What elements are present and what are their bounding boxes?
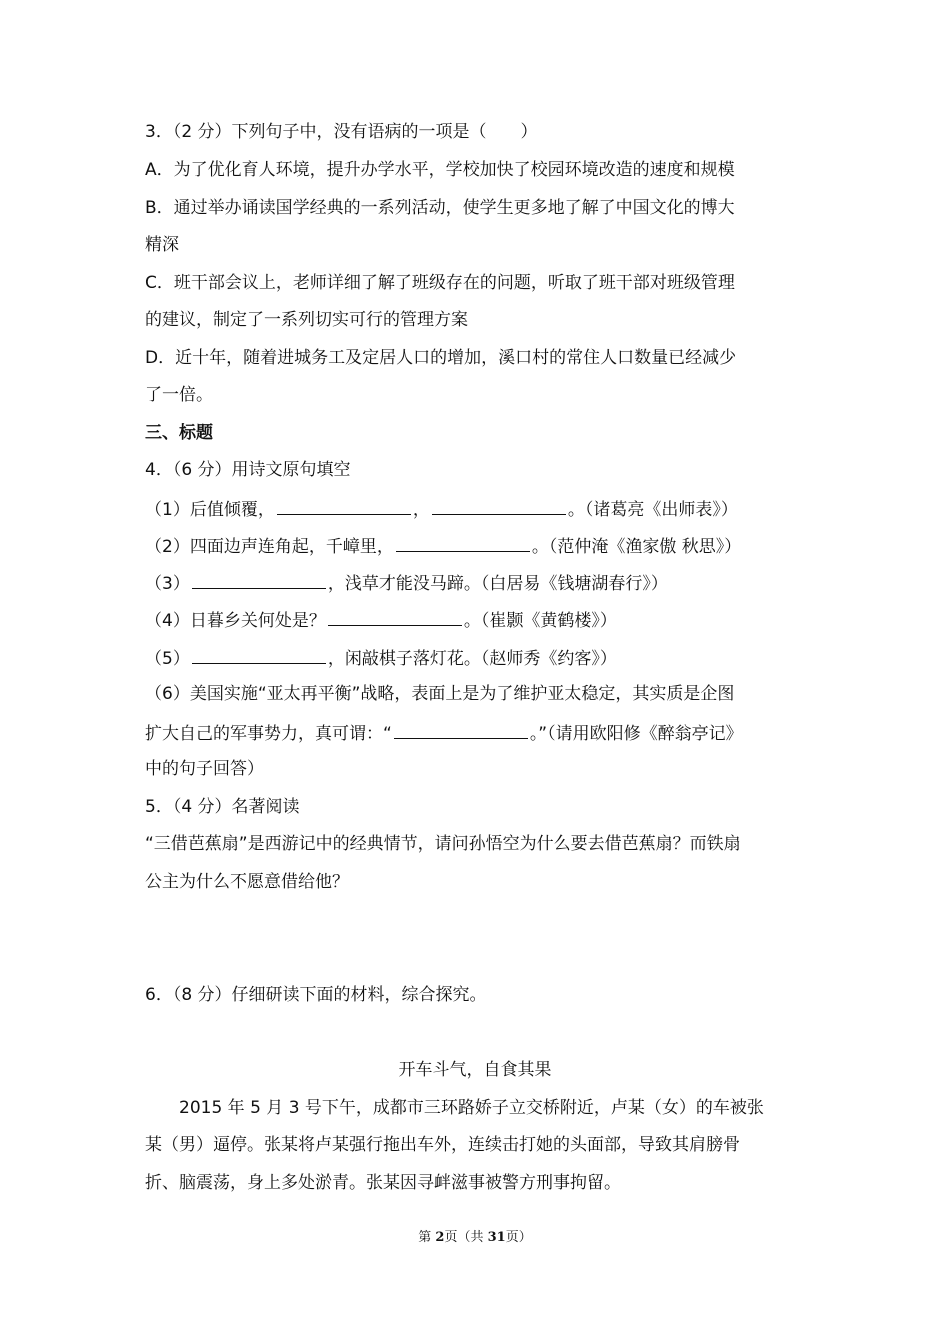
q3-stem: 3．（2 分）下列句子中，没有语病的一项是（ ）	[145, 122, 538, 142]
q4-item-5-text: ，闲敲棋子落灯花。（赵师秀《约客》）	[327, 649, 617, 669]
q4-item-4	[145, 607, 617, 633]
q4-stem: 4．（6 分）用诗文原句填空	[145, 460, 351, 480]
q4-item-1	[145, 496, 738, 522]
q4-item-2	[145, 533, 741, 559]
q4-item-2-source: 。（范仲淹《渔家傲 秋思》）	[531, 537, 742, 557]
answer-blank[interactable]	[192, 570, 326, 589]
q4-item-3-num: （3）	[145, 574, 190, 594]
answer-blank[interactable]	[396, 533, 530, 552]
q4-item-2-text: （2）四面边声连角起，千嶂里，	[145, 537, 394, 557]
q4-item-6-line3: 中的句子回答）	[145, 759, 264, 779]
material-title: 开车斗气，自食其果	[398, 1060, 552, 1080]
q3-option-d-line2: 了一倍。	[145, 385, 213, 405]
q4-item-3-text: ，浅草才能没马蹄。（白居易《钱塘湖春行》）	[327, 574, 668, 594]
q3-option-c-line2: 的建议，制定了一系列切实可行的管理方案	[145, 310, 468, 330]
footer-page-number: 2	[435, 1230, 445, 1245]
q5-stem: 5．（4 分）名著阅读	[145, 797, 300, 817]
q5-line2: 公主为什么不愿意借给他？	[145, 872, 349, 892]
q3-option-b-line2: 精深	[145, 235, 179, 255]
page-footer	[0, 1226, 950, 1245]
section-heading: 三、标题	[145, 423, 213, 443]
q3-option-a: A．为了优化育人环境，提升办学水平，学校加快了校园环境改造的速度和规模	[145, 160, 735, 180]
q4-item-5-num: （5）	[145, 649, 190, 669]
answer-blank[interactable]	[394, 720, 528, 739]
q4-item-4-source: 。（崔颢《黄鹤楼》）	[463, 611, 617, 631]
q4-item-6-line1: （6）美国实施“亚太再平衡”战略，表面上是为了维护亚太稳定，其实质是企图	[145, 684, 735, 704]
q3-option-d-line1: D．近十年，随着进城务工及定居人口的增加，溪口村的常住人口数量已经减少	[145, 348, 737, 368]
footer-pre: 第	[418, 1230, 436, 1245]
q4-item-3	[145, 570, 668, 596]
footer-mid: 页（共	[444, 1230, 488, 1245]
answer-blank[interactable]	[328, 607, 462, 626]
material-para-line1: 2015 年 5 月 3 号下午，成都市三环路娇子立交桥附近，卢某（女）的车被张	[179, 1098, 764, 1118]
answer-blank[interactable]	[432, 496, 566, 515]
footer-total-pages: 31	[487, 1230, 506, 1245]
q4-item-6-source: 。”（请用欧阳修《醉翁亭记》	[529, 724, 743, 744]
q4-item-6-line2	[145, 720, 743, 746]
material-para-line2: 某（男）逼停。张某将卢某强行拖出车外，连续击打她的头面部，导致其肩膀骨	[145, 1135, 740, 1155]
q4-item-4-text: （4）日暮乡关何处是？	[145, 611, 326, 631]
q4-item-5	[145, 645, 617, 671]
footer-post: 页）	[505, 1230, 532, 1245]
material-para-line3: 折、脑震荡，身上多处淤青。张某因寻衅滋事被警方刑事拘留。	[145, 1173, 621, 1193]
answer-blank[interactable]	[192, 645, 326, 664]
q4-item-1-sep: ，	[412, 500, 430, 520]
q6-stem: 6．（8 分）仔细研读下面的材料，综合探究。	[145, 985, 487, 1005]
q5-line1: “三借芭蕉扇”是西游记中的经典情节，请问孙悟空为什么要去借芭蕉扇？而铁扇	[145, 834, 741, 854]
q4-item-1-text: （1）后值倾覆，	[145, 500, 275, 520]
q4-item-6-text: 扩大自己的军事势力，真可谓：“	[145, 724, 392, 744]
q3-option-c-line1: C．班干部会议上，老师详细了解了班级存在的问题，听取了班干部对班级管理	[145, 273, 735, 293]
answer-blank[interactable]	[277, 496, 411, 515]
q3-option-b-line1: B．通过举办诵读国学经典的一系列活动，使学生更多地了解了中国文化的博大	[145, 198, 735, 218]
q4-item-1-source: 。（诸葛亮《出师表》）	[567, 500, 738, 520]
